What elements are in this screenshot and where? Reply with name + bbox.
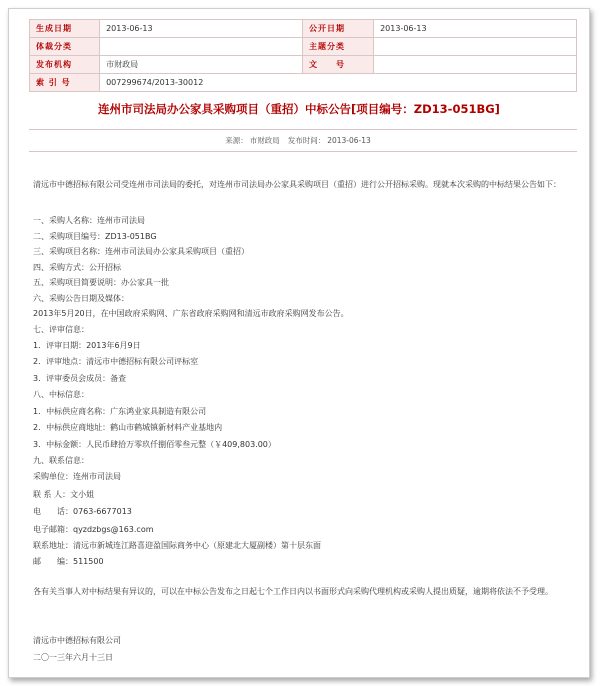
genre-value bbox=[100, 38, 303, 56]
issuer-label: 发布机构 bbox=[30, 56, 100, 74]
issuer-value: 市财政局 bbox=[100, 56, 303, 74]
source-value: 市财政局 bbox=[249, 136, 280, 145]
list-item: 邮 编：511500 bbox=[33, 557, 104, 566]
source-label: 来源： bbox=[225, 136, 248, 145]
list-item: 三、采购项目名称：连州市司法局办公家具采购项目（重招） bbox=[33, 247, 249, 256]
published-date-value: 2013-06-13 bbox=[374, 20, 577, 38]
index-number-value: 007299674/2013-30012 bbox=[100, 74, 577, 92]
list-item: 联系地址：清远市新城连江路喜迎盈国际商务中心（原建北大厦副楼）第十层东面 bbox=[33, 541, 321, 550]
generated-date-label: 生成日期 bbox=[30, 20, 100, 38]
objection-notice: 各有关当事人对中标结果有异议的，可以在中标公告发布之日起七个工作日内以书面形式向采购代理机构或采购人提出质疑，逾期将依法不予受理。 bbox=[33, 587, 553, 596]
list-item: 3．评审委员会成员：备查 bbox=[33, 374, 127, 383]
metadata-table bbox=[29, 19, 577, 92]
meta-row bbox=[30, 38, 577, 56]
list-item: 六、采购公告日期及媒体： bbox=[33, 294, 129, 303]
list-item: 2．中标供应商地址：鹤山市鹤城镇新材料产业基地内 bbox=[33, 423, 223, 432]
list-item: 八、中标信息： bbox=[33, 390, 89, 399]
list-item: 联 系 人：文小姐 bbox=[33, 490, 95, 499]
list-item: 二、采购项目编号：ZD13-051BG bbox=[33, 232, 157, 241]
index-number-label: 索 引 号 bbox=[30, 74, 100, 92]
title-divider bbox=[29, 129, 577, 130]
list-item: 1．中标供应商名称：广东鸿业家具制造有限公司 bbox=[33, 407, 207, 416]
list-item: 2013年5月20日，在中国政府采购网、广东省政府采购网和清远市政府采购网发布公告。 bbox=[33, 309, 349, 318]
list-item: 一、采购人名称：连州市司法局 bbox=[33, 216, 145, 225]
list-item: 2．评审地点：清远市中德招标有限公司评标室 bbox=[33, 357, 199, 366]
meta-row bbox=[30, 20, 577, 38]
genre-label: 体裁分类 bbox=[30, 38, 100, 56]
list-item: 九、联系信息： bbox=[33, 456, 89, 465]
topic-value bbox=[374, 38, 577, 56]
document-frame bbox=[8, 8, 590, 678]
publish-time-label: 发布时间： bbox=[287, 136, 326, 145]
list-item: 3．中标金额：人民币肆拾万零玖仟捌佰零叁元整（￥409,803.00） bbox=[33, 440, 276, 449]
list-item: 电子邮箱：qyzdzbgs@163.com bbox=[33, 525, 154, 534]
list-item: 电 话：0763-6677013 bbox=[33, 507, 132, 516]
source-line bbox=[9, 135, 589, 146]
topic-label: 主题分类 bbox=[302, 38, 373, 56]
doc-number-value bbox=[374, 56, 577, 74]
page-title: 连州市司法局办公家具采购项目（重招）中标公告[项目编号：ZD13-051BG] bbox=[98, 102, 500, 116]
source-divider bbox=[29, 151, 577, 152]
publish-time-value: 2013-06-13 bbox=[327, 136, 371, 145]
list-item: 七、评审信息： bbox=[33, 325, 89, 334]
meta-row bbox=[30, 56, 577, 74]
signature: 清远市中德招标有限公司 bbox=[33, 636, 121, 645]
signature-date: 二〇一三年六月十三日 bbox=[33, 653, 113, 662]
intro-paragraph: 清远市中德招标有限公司受连州市司法局的委托，对连州市司法局办公家具采购项目（重招）进行公开招标采购。现就本次采购的中标结果公告如下： bbox=[33, 180, 561, 189]
list-item: 1．评审日期：2013年6月9日 bbox=[33, 341, 141, 350]
list-item: 五、采购项目简要说明：办公家具一批 bbox=[33, 278, 169, 287]
doc-number-label: 文 号 bbox=[302, 56, 373, 74]
published-date-label: 公开日期 bbox=[302, 20, 373, 38]
generated-date-value: 2013-06-13 bbox=[100, 20, 303, 38]
list-item: 采购单位：连州市司法局 bbox=[33, 472, 121, 481]
meta-row bbox=[30, 74, 577, 92]
list-item: 四、采购方式：公开招标 bbox=[33, 263, 121, 272]
